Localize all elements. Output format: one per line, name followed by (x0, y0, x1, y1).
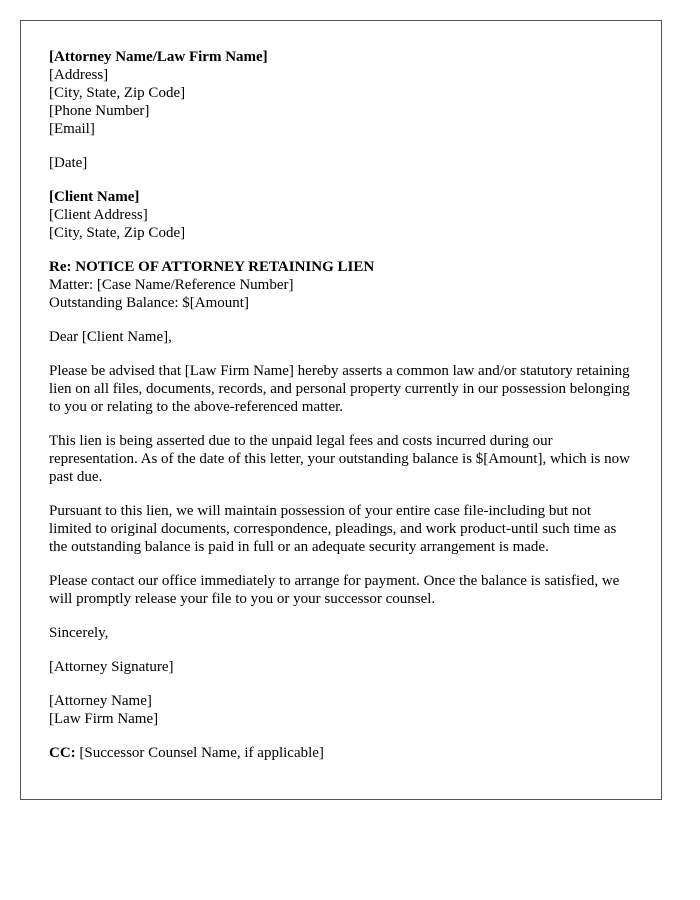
sender-email: [Email] (49, 121, 95, 137)
sender-city-state-zip: [City, State, Zip Code] (49, 85, 186, 101)
closing: Sincerely, (49, 625, 109, 641)
cc-line (49, 744, 634, 762)
cc-value: [Successor Counsel Name, if applicable] (75, 745, 324, 761)
body-paragraph: Please contact our office immediately to arrange for payment. Once the balance is satisfied, we will promptly release your file to you or your successor counsel. (49, 573, 620, 607)
sender-address: [Address] (49, 67, 109, 83)
signer-name: [Attorney Name] (49, 693, 152, 709)
recipient-name: [Client Name] (49, 189, 140, 205)
body-paragraph: Pursuant to this lien, we will maintain possession of your entire case file-including but not limited to original documents, correspondence, pleadings, and work product-until such time as the outstanding balance is paid in full or an adequate security arrangement is made. (49, 503, 617, 555)
recipient-city-state-zip: [City, State, Zip Code] (49, 225, 186, 241)
balance-line: Outstanding Balance: $[Amount] (49, 295, 249, 311)
recipient-block (49, 188, 634, 242)
cc-label: CC: (49, 745, 76, 761)
salutation: Dear [Client Name], (49, 329, 172, 345)
letter (20, 20, 662, 800)
date: [Date] (49, 155, 88, 171)
subject-line: Re: NOTICE OF ATTORNEY RETAINING LIEN (49, 259, 375, 275)
subject-block (49, 258, 634, 312)
recipient-address: [Client Address] (49, 207, 148, 223)
body-paragraph: This lien is being asserted due to the unpaid legal fees and costs incurred during our representation. As of the date of this letter, your outstanding balance is $[Amount], which is now past due. (49, 433, 630, 485)
sender-name: [Attorney Name/Law Firm Name] (49, 49, 268, 65)
matter-line: Matter: [Case Name/Reference Number] (49, 277, 294, 293)
sender-block (49, 48, 634, 138)
sender-phone: [Phone Number] (49, 103, 150, 119)
signer-block (49, 692, 634, 728)
signature: [Attorney Signature] (49, 659, 174, 675)
body-paragraph: Please be advised that [Law Firm Name] hereby asserts a common law and/or statutory retaining lien on all files, documents, records, and personal property currently in our possession belonging to you or relating to the above-referenced matter. (49, 363, 630, 415)
signer-firm: [Law Firm Name] (49, 711, 159, 727)
